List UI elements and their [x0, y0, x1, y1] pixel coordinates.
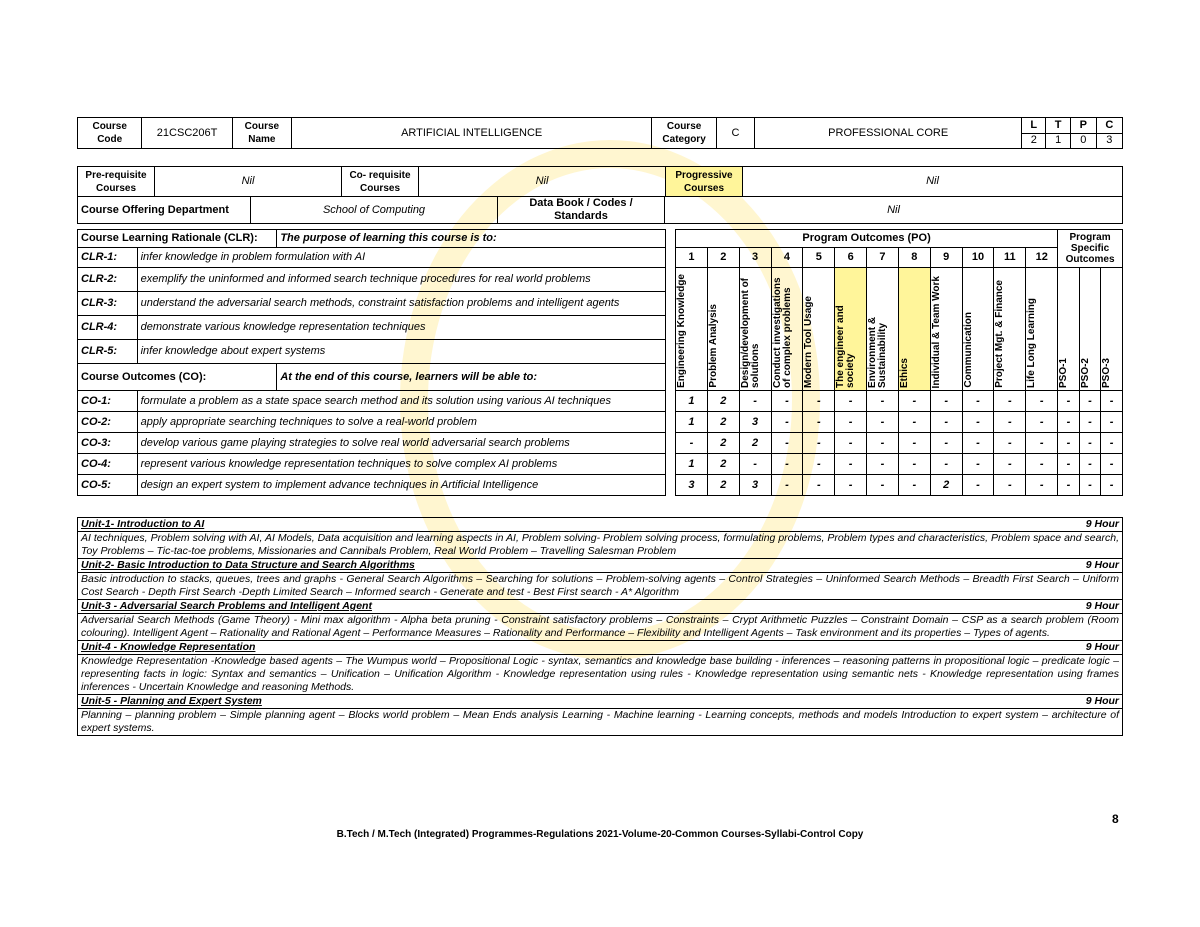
- unit-hours: 9 Hour: [1056, 641, 1123, 655]
- co-po-value: -: [930, 454, 962, 475]
- po-name-label: Life Long Learning: [1026, 298, 1038, 388]
- po-name-label: Conduct investigations of complex problems: [771, 277, 793, 388]
- po-number: 7: [867, 248, 899, 268]
- co-po-value: 1: [676, 454, 708, 475]
- course-name-label: Course Name: [232, 118, 291, 149]
- clr-code: CLR-2:: [78, 268, 138, 292]
- co-text: apply appropriate searching techniques to solve a real-world problem: [137, 412, 665, 433]
- co-po-value: -: [867, 412, 899, 433]
- unit-title: Unit-2- Basic Introduction to Data Structure and Search Algorithms: [78, 559, 1057, 573]
- co-po-value: -: [676, 433, 708, 454]
- po-name-label: Individual & Team Work: [930, 275, 942, 388]
- co-po-value: -: [930, 391, 962, 412]
- clr-title: Course Learning Rationale (CLR):: [78, 230, 277, 248]
- prereq-value: Nil: [155, 167, 342, 197]
- co-po-value: -: [867, 433, 899, 454]
- co-po-value: -: [994, 391, 1026, 412]
- po-number: 2: [707, 248, 739, 268]
- co-po-value: -: [1101, 391, 1123, 412]
- co-text: develop various game playing strategies to solve real world adversarial search problems: [137, 433, 665, 454]
- po-name-label: Project Mgt. & Finance: [994, 280, 1006, 388]
- co-po-value: -: [994, 433, 1026, 454]
- po-name-label: Engineering Knowledge: [676, 274, 687, 388]
- unit-content: Planning – planning problem – Simple planning agent – Blocks world problem – Mean Ends analysis Learning - Machine learning - Learning concepts, methods and models Introduction to expert system – architecture of expert systems.: [78, 709, 1123, 736]
- co-po-value: -: [962, 475, 994, 496]
- unit-header-row: [78, 641, 1123, 655]
- po-name-header: [930, 268, 962, 391]
- unit-hours: 9 Hour: [1056, 600, 1123, 614]
- unit-title: Unit-3 - Adversarial Search Problems and Intelligent Agent: [78, 600, 1057, 614]
- co-po-value: -: [898, 454, 930, 475]
- unit-body-row: [78, 614, 1123, 641]
- co-po-value: -: [771, 412, 803, 433]
- co-po-value: 3: [739, 475, 771, 496]
- ltpc-label-c: C: [1096, 118, 1122, 133]
- page-footer: B.Tech / M.Tech (Integrated) Programmes-Regulations 2021-Volume-20-Common Courses-Syllabi-Control Copy: [336, 829, 864, 840]
- co-po-value: -: [1079, 412, 1101, 433]
- ltpc-label-l: L: [1022, 118, 1046, 133]
- unit-hours: 9 Hour: [1056, 559, 1123, 573]
- co-text: formulate a problem as a state space search method and its solution using various AI techniques: [137, 391, 665, 412]
- ltpc-value-t: 1: [1046, 133, 1071, 148]
- co-text: design an expert system to implement advance techniques in Artificial Intelligence: [137, 475, 665, 496]
- course-code-value: 21CSC206T: [142, 118, 232, 149]
- co-po-value: -: [930, 433, 962, 454]
- po-name-label: Design/development of solutions: [739, 277, 761, 388]
- co-po-value: -: [898, 475, 930, 496]
- po-name-label: Problem Analysis: [707, 304, 719, 388]
- co-po-value: -: [1079, 454, 1101, 475]
- page-number: 8: [1112, 812, 1119, 826]
- co-po-value: 1: [676, 391, 708, 412]
- co-po-value: -: [994, 454, 1026, 475]
- co-po-value: -: [867, 391, 899, 412]
- co-po-value: 3: [676, 475, 708, 496]
- co-po-value: -: [739, 454, 771, 475]
- co-po-value: -: [962, 433, 994, 454]
- po-name-header: [835, 268, 867, 391]
- clr-code: CLR-3:: [78, 292, 138, 316]
- co-po-value: 2: [707, 475, 739, 496]
- clr-text: exemplify the uninformed and informed search technique procedures for real world problems: [137, 268, 665, 292]
- unit-body-row: [78, 573, 1123, 600]
- department-label: Course Offering Department: [78, 197, 251, 224]
- co-po-value: -: [835, 391, 867, 412]
- ltpc-label-t: T: [1046, 118, 1071, 133]
- databook-value: Nil: [665, 197, 1123, 224]
- unit-content: Knowledge Representation -Knowledge based agents – The Wumpus world – Propositional Logic - syntax, semantics and knowledge base building - inferences – reasoning patterns in propositional logic – predicate logic – representing facts in logic: Syntax and semantics – Unification – Unification Algorithm - Knowledge representation using rules - Knowledge representation using semantic nets - Knowledge representation using frames inferences - Uncertain Knowledge and reasoning Methods.: [78, 655, 1123, 695]
- unit-body-row: [78, 655, 1123, 695]
- po-name-header: [1101, 268, 1123, 391]
- co-po-value: -: [803, 391, 835, 412]
- unit-title: Unit-1- Introduction to AI: [78, 518, 1057, 532]
- po-number: 12: [1026, 248, 1058, 268]
- co-code: CO-3:: [78, 433, 138, 454]
- po-number: 5: [803, 248, 835, 268]
- po-name-header: [676, 268, 708, 391]
- po-number: 4: [771, 248, 803, 268]
- units-table: [77, 517, 1123, 736]
- po-name-label: PSO-2: [1079, 357, 1091, 388]
- co-po-value: -: [1101, 454, 1123, 475]
- progressive-label: Progressive Courses: [666, 167, 743, 197]
- department-value: School of Computing: [251, 197, 498, 224]
- co-po-value: 2: [707, 454, 739, 475]
- po-number: 3: [739, 248, 771, 268]
- po-name-label: PSO-3: [1101, 357, 1113, 388]
- po-name-header: [994, 268, 1026, 391]
- co-po-value: -: [835, 433, 867, 454]
- co-po-value: -: [1079, 391, 1101, 412]
- prerequisite-table: [77, 166, 1123, 197]
- co-po-value: -: [1079, 433, 1101, 454]
- co-po-value: -: [771, 454, 803, 475]
- co-po-value: -: [803, 433, 835, 454]
- co-po-value: -: [1101, 475, 1123, 496]
- co-po-value: -: [1026, 475, 1058, 496]
- course-header-table: [77, 117, 1123, 149]
- co-po-value: 1: [676, 412, 708, 433]
- department-table: [77, 196, 1123, 224]
- clr-code: CLR-1:: [78, 248, 138, 268]
- clr-text: demonstrate various knowledge representation techniques: [137, 316, 665, 340]
- po-number: 8: [898, 248, 930, 268]
- co-po-value: -: [771, 391, 803, 412]
- co-po-value: -: [1026, 412, 1058, 433]
- unit-content: Basic introduction to stacks, queues, trees and graphs - General Search Algorithms – Searching for solutions – Problem-solving agents – Control Strategies – Uninformed Search Methods – Breadth First Search – Uniform Cost Search - Depth First Search -Depth Limited Search – Informed search - Generate and test - Best First search - A* Algorithm: [78, 573, 1123, 600]
- co-po-value: 2: [930, 475, 962, 496]
- co-code: CO-1:: [78, 391, 138, 412]
- co-po-value: -: [1026, 391, 1058, 412]
- clr-code: CLR-4:: [78, 316, 138, 340]
- unit-header-row: [78, 518, 1123, 532]
- co-po-value: -: [1058, 475, 1080, 496]
- co-po-value: -: [1101, 412, 1123, 433]
- po-name-header: [739, 268, 771, 391]
- co-po-value: -: [867, 475, 899, 496]
- co-po-value: 3: [739, 412, 771, 433]
- clr-text: understand the adversarial search methods, constraint satisfaction problems and intelligent agents: [137, 292, 665, 316]
- co-po-value: -: [1079, 475, 1101, 496]
- co-po-value: -: [994, 412, 1026, 433]
- po-name-header: [962, 268, 994, 391]
- ltpc-value-c: 3: [1096, 133, 1122, 148]
- co-title: Course Outcomes (CO):: [78, 364, 277, 391]
- co-po-value: -: [1058, 433, 1080, 454]
- co-po-value: -: [771, 475, 803, 496]
- unit-body-row: [78, 709, 1123, 736]
- course-code-label: Course Code: [78, 118, 142, 149]
- co-code: CO-2:: [78, 412, 138, 433]
- po-number: 1: [676, 248, 708, 268]
- po-name-header: [1058, 268, 1080, 391]
- unit-body-row: [78, 532, 1123, 559]
- co-po-value: -: [1026, 433, 1058, 454]
- clr-code: CLR-5:: [78, 340, 138, 364]
- co-code: CO-5:: [78, 475, 138, 496]
- po-number: 6: [835, 248, 867, 268]
- coreq-label: Co- requisite Courses: [342, 167, 419, 197]
- po-name-label: The engineer and society: [835, 305, 857, 388]
- co-po-value: -: [803, 412, 835, 433]
- po-name-header: [1026, 268, 1058, 391]
- co-po-value: -: [835, 412, 867, 433]
- course-category-label: Course Category: [652, 118, 716, 149]
- clr-text: infer knowledge about expert systems: [137, 340, 665, 364]
- ltpc-cell: [1022, 118, 1123, 149]
- co-code: CO-4:: [78, 454, 138, 475]
- databook-label: Data Book / Codes / Standards: [498, 197, 665, 224]
- course-category-value: C: [716, 118, 754, 149]
- po-name-header: [1079, 268, 1101, 391]
- co-po-value: -: [930, 412, 962, 433]
- po-name-header: [707, 268, 739, 391]
- co-po-value: -: [962, 391, 994, 412]
- course-category-name: PROFESSIONAL CORE: [755, 118, 1022, 149]
- prereq-label: Pre-requisite Courses: [78, 167, 155, 197]
- po-number: 11: [994, 248, 1026, 268]
- unit-title: Unit-4 - Knowledge Representation: [78, 641, 1057, 655]
- progressive-value: Nil: [743, 167, 1123, 197]
- clr-purpose: The purpose of learning this course is to:: [277, 230, 665, 248]
- co-po-value: -: [1101, 433, 1123, 454]
- co-po-value: -: [803, 454, 835, 475]
- co-po-value: -: [835, 454, 867, 475]
- po-name-header: [898, 268, 930, 391]
- clr-text: infer knowledge in problem formulation with AI: [137, 248, 665, 268]
- co-po-value: -: [1058, 391, 1080, 412]
- po-number: 9: [930, 248, 962, 268]
- po-name-label: Communication: [962, 312, 974, 388]
- ltpc-label-p: P: [1070, 118, 1096, 133]
- co-po-value: -: [771, 433, 803, 454]
- po-name-label: Environment & Sustainability: [867, 316, 889, 388]
- po-name-header: [803, 268, 835, 391]
- unit-content: AI techniques, Problem solving with AI, AI Models, Data acquisition and learning aspects in AI, Problem solving- Problem solving process, formulating problems, Problem types and characteristics, Problem space and search, Toy Problems – Tic-tac-toe problems, Missionaries and Cannibals Problem, Real World Problem – Travelling Salesman Problem: [78, 532, 1123, 559]
- co-po-value: 2: [739, 433, 771, 454]
- co-po-value: -: [898, 412, 930, 433]
- ltpc-value-p: 0: [1070, 133, 1096, 148]
- unit-header-row: [78, 559, 1123, 573]
- po-name-label: PSO-1: [1058, 357, 1070, 388]
- po-number: 10: [962, 248, 994, 268]
- po-name-label: Modern Tool Usage: [803, 295, 815, 388]
- co-po-value: -: [739, 391, 771, 412]
- unit-header-row: [78, 695, 1123, 709]
- ltpc-value-l: 2: [1022, 133, 1046, 148]
- co-po-value: 2: [707, 391, 739, 412]
- co-po-value: 2: [707, 412, 739, 433]
- co-text: represent various knowledge representation techniques to solve complex AI problems: [137, 454, 665, 475]
- co-po-value: 2: [707, 433, 739, 454]
- co-po-value: -: [1058, 412, 1080, 433]
- po-name-label: Ethics: [898, 357, 910, 388]
- unit-header-row: [78, 600, 1123, 614]
- co-po-value: -: [1058, 454, 1080, 475]
- co-po-value: -: [898, 391, 930, 412]
- co-po-value: -: [962, 412, 994, 433]
- co-po-value: -: [994, 475, 1026, 496]
- po-name-header: [771, 268, 803, 391]
- co-po-value: -: [867, 454, 899, 475]
- co-intro: At the end of this course, learners will be able to:: [277, 364, 665, 391]
- co-po-value: -: [1026, 454, 1058, 475]
- pso-title: Program Specific Outcomes: [1058, 230, 1123, 268]
- po-name-header: [867, 268, 899, 391]
- co-po-value: -: [898, 433, 930, 454]
- coreq-value: Nil: [419, 167, 666, 197]
- co-po-value: -: [803, 475, 835, 496]
- unit-hours: 9 Hour: [1056, 518, 1123, 532]
- co-po-value: -: [835, 475, 867, 496]
- co-po-value: -: [962, 454, 994, 475]
- po-title: Program Outcomes (PO): [676, 230, 1058, 248]
- course-name-value: ARTIFICIAL INTELLIGENCE: [291, 118, 651, 149]
- unit-title: Unit-5 - Planning and Expert System: [78, 695, 1057, 709]
- outcomes-table: [77, 229, 1123, 496]
- unit-content: Adversarial Search Methods (Game Theory) - Mini max algorithm - Alpha beta pruning - Constraint satisfactory problems – Constraints – Crypt Arithmetic Puzzles – Constraint Domain – CSP as a search problem (Room colouring). Intelligent Agent – Rationality and Rational Agent – Performance Measures – Rationality and Performance – Flexibility and Intelligent Agents – Task environment and its properties – Types of agents.: [78, 614, 1123, 641]
- unit-hours: 9 Hour: [1056, 695, 1123, 709]
